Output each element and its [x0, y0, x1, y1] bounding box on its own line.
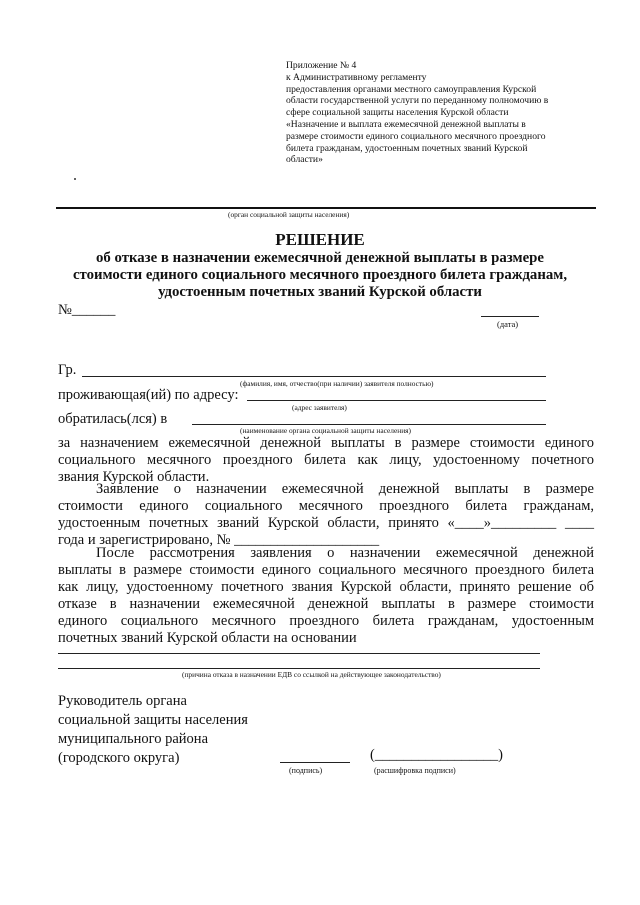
appendix-line: к Административному регламенту	[286, 71, 427, 83]
date-caption: (дата)	[497, 319, 519, 329]
subtitle-line: удостоенным почетных званий Курской области	[158, 284, 482, 300]
document-subtitle	[0, 250, 640, 301]
organ-caption: (орган социальной защиты населения)	[228, 210, 350, 219]
appendix-block	[286, 60, 596, 166]
citizen-name-line	[82, 376, 546, 377]
reason-line-1	[58, 653, 540, 654]
applied-label: обратилась(лся) в	[58, 411, 168, 427]
text-line: После рассмотрения заявления о назначении ежемесячной денежной	[96, 545, 594, 561]
signatory-title	[58, 692, 248, 768]
appendix-line: сфере социальной защиты населения Курской области	[286, 107, 509, 119]
signature-decode-field: (_________________)	[370, 747, 503, 763]
applied-caption: (наименование органа социальной защиты населения)	[240, 426, 412, 435]
text-line: за назначением ежемесячной денежной выплаты в размере стоимости единого	[58, 435, 594, 451]
signatory-line: социальной защиты населения	[58, 712, 248, 728]
text-line: выплаты в размере стоимости единого социального месячного проездного билета	[58, 562, 594, 578]
scan-speck	[74, 178, 76, 180]
applied-organ-line	[192, 424, 546, 425]
text-line: Заявление о назначении ежемесячной денежной выплаты в размере	[96, 481, 594, 497]
signatory-line: Руководитель органа	[58, 693, 187, 709]
signatory-line: (городского округа)	[58, 750, 180, 766]
document-title: РЕШЕНИЕ	[275, 230, 365, 249]
text-line: единого социального месячного проездного билета гражданам, удостоенным	[58, 613, 594, 629]
address-caption: (адрес заявителя)	[292, 403, 347, 412]
appendix-line: «Назначение и выплата ежемесячной денежной выплаты в	[286, 118, 526, 130]
text-line: отказе в назначении ежемесячной денежной выплаты в размере стоимости	[58, 596, 594, 612]
reason-caption: (причина отказа в назначении ЕДВ со ссылкой на действующее законодательство)	[182, 670, 441, 679]
decision-number-field: №______	[58, 302, 116, 318]
text-line: социального месячного проездного билета как лицу, удостоенному почетного	[58, 452, 594, 468]
subtitle-line: об отказе в назначении ежемесячной денежной выплаты в размере	[96, 250, 544, 266]
organ-line	[56, 207, 596, 209]
appendix-line: области»	[286, 154, 323, 166]
signature-caption: (подпись)	[289, 766, 323, 775]
appendix-line: предоставления органами местного самоуправления Курской	[286, 83, 537, 95]
body-paragraph-1	[58, 435, 594, 486]
body-paragraph-3	[58, 545, 594, 647]
address-label: проживающая(ий) по адресу:	[58, 387, 239, 403]
appendix-line: Приложение № 4	[286, 60, 357, 71]
text-line: стоимости единого социального месячного проездного билета гражданам,	[58, 498, 594, 514]
appendix-line: размере стоимости единого социального месячного проездного	[286, 130, 546, 142]
citizen-label: Гр.	[58, 362, 77, 378]
body-paragraph-2	[58, 481, 594, 549]
date-line	[481, 316, 539, 317]
address-line	[247, 400, 546, 401]
signature-line	[280, 762, 350, 763]
signature-decode-caption: (расшифровка подписи)	[374, 766, 456, 775]
text-line: почетных званий Курской области на основании	[58, 630, 357, 646]
text-line: удостоенным почетных званий Курской области, принято «____»_________ ____	[58, 515, 594, 531]
text-line: звания Курской области.	[58, 469, 210, 485]
appendix-line: области государственной услуги по переданному полномочию в	[286, 95, 549, 107]
reason-line-2	[58, 668, 540, 669]
subtitle-line: стоимости единого социального месячного проездного билета гражданам,	[72, 267, 568, 283]
text-line: как лицу, удостоенному почетного звания Курской области, принято решение об	[58, 579, 594, 595]
signatory-line: муниципального района	[58, 731, 208, 747]
text-line: года и зарегистрировано, № ____________________	[58, 532, 380, 548]
citizen-caption: (фамилия, имя, отчество(при наличии) заявителя полностью)	[240, 379, 434, 388]
appendix-line: билета гражданам, удостоенным почетных званий Курской	[286, 142, 528, 154]
